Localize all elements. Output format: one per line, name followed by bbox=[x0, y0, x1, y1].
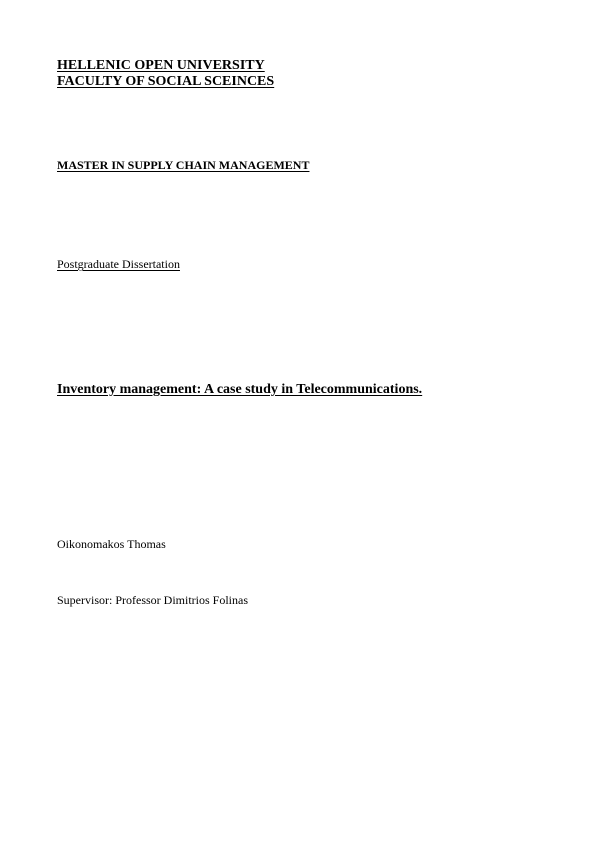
faculty-name: FACULTY OF SOCIAL SCEINCES bbox=[57, 74, 275, 89]
dissertation-title: Inventory management: A case study in Telecommunications. bbox=[57, 382, 423, 397]
author-name: Oikonomakos Thomas bbox=[57, 537, 166, 551]
program-name: MASTER IN SUPPLY CHAIN MANAGEMENT bbox=[57, 158, 310, 172]
supervisor-line: Supervisor: Professor Dimitrios Folinas bbox=[57, 593, 248, 607]
university-name: HELLENIC OPEN UNIVERSITY bbox=[57, 58, 265, 73]
document-type: Postgraduate Dissertation bbox=[57, 257, 180, 271]
